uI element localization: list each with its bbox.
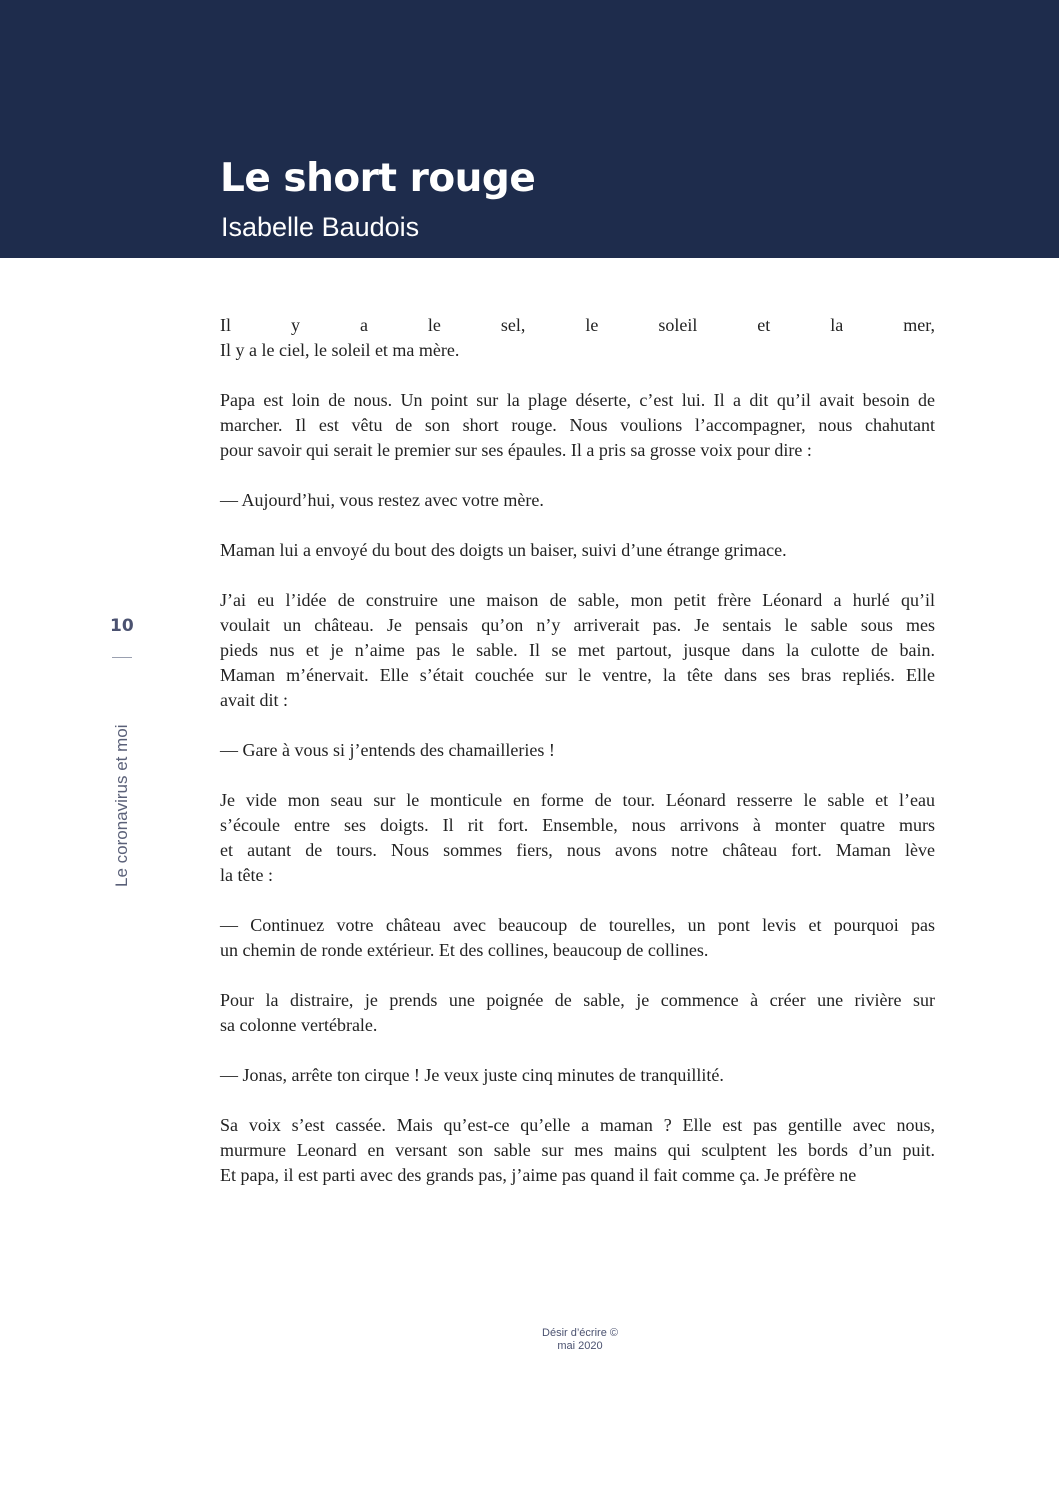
text-line: Maman lui a envoyé du bout des doigts un baiser, suivi d’une étrange grimace.	[220, 540, 787, 560]
footer	[480, 1327, 680, 1353]
text-line: — Gare à vous si j’entends des chamailleries !	[220, 740, 555, 760]
text-line: Pour la distraire, je prends une poignée de sable, je commence à créer une rivière sur	[220, 990, 935, 1010]
text-line: s’écoule entre ses doigts. Il rit fort. Ensemble, nous arrivons à monter quatre murs	[220, 815, 935, 835]
story-author: Isabelle Baudois	[221, 212, 420, 242]
paragraph	[220, 913, 935, 963]
text-line: Maman m’énervait. Elle s’était couchée sur le ventre, la tête dans ses bras repliés. Elle	[220, 665, 935, 685]
text-line: avait dit :	[220, 690, 288, 710]
paragraph	[220, 538, 935, 563]
text-line: sa colonne vertébrale.	[220, 1015, 378, 1035]
paragraph	[220, 388, 935, 463]
paragraph	[220, 488, 935, 513]
story-body	[220, 313, 935, 1213]
text-line: — Continuez votre château avec beaucoup de tourelles, un pont levis et pourquoi pas	[220, 915, 935, 935]
text-line: voulait un château. Je pensais qu’on n’y arriverait pas. Je sentais le sable sous mes	[220, 615, 935, 635]
text-line: un chemin de ronde extérieur. Et des collines, beaucoup de collines.	[220, 940, 709, 960]
story-title: Le short rouge	[220, 156, 536, 201]
text-line: murmure Leonard en versant son sable sur mes mains qui sculptent les bords d’un puit.	[220, 1140, 935, 1160]
text-line: Papa est loin de nous. Un point sur la plage déserte, c’est lui. Il a dit qu’il avait besoin de	[220, 390, 935, 410]
text-line: pour savoir qui serait le premier sur ses épaules. Il a pris sa grosse voix pour dire :	[220, 440, 812, 460]
footer-date: mai 2020	[557, 1340, 603, 1352]
paragraph	[220, 788, 935, 888]
text-line: Il y a le sel, le soleil et la mer,	[220, 315, 935, 335]
paragraph	[220, 1063, 935, 1088]
text-line: J’ai eu l’idée de construire une maison de sable, mon petit frère Léonard a hurlé qu’il	[220, 590, 935, 610]
paragraph	[220, 988, 935, 1038]
footer-copyright: Désir d’écrire ©	[542, 1327, 618, 1339]
text-line: Il y a le ciel, le soleil et ma mère.	[220, 340, 460, 360]
header-banner	[0, 0, 1059, 258]
text-line: Sa voix s’est cassée. Mais qu’est-ce qu’elle a maman ? Elle est pas gentille avec nous,	[220, 1115, 935, 1135]
text-line: pieds nus et je n’aime pas le sable. Il se met partout, jusque dans la culotte de bain.	[220, 640, 935, 660]
sidebar-divider	[112, 657, 132, 658]
text-line: — Aujourd’hui, vous restez avec votre mère.	[220, 490, 544, 510]
page-number: 10	[110, 616, 134, 636]
paragraph	[220, 738, 935, 763]
text-line: — Jonas, arrête ton cirque ! Je veux juste cinq minutes de tranquillité.	[220, 1065, 724, 1085]
text-line: Et papa, il est parti avec des grands pas, j’aime pas quand il fait comme ça. Je préfère ne	[220, 1165, 857, 1185]
paragraph	[220, 1113, 935, 1188]
text-line: et autant de tours. Nous sommes fiers, nous avons notre château fort. Maman lève	[220, 840, 935, 860]
text-line: Je vide mon seau sur le monticule en forme de tour. Léonard resserre le sable et l’eau	[220, 790, 935, 810]
text-line: la tête :	[220, 865, 273, 885]
paragraph	[220, 588, 935, 713]
text-line: marcher. Il est vêtu de son short rouge. Nous voulions l’accompagner, nous chahutant	[220, 415, 935, 435]
running-title: Le coronavirus et moi	[112, 724, 131, 887]
paragraph	[220, 313, 935, 363]
